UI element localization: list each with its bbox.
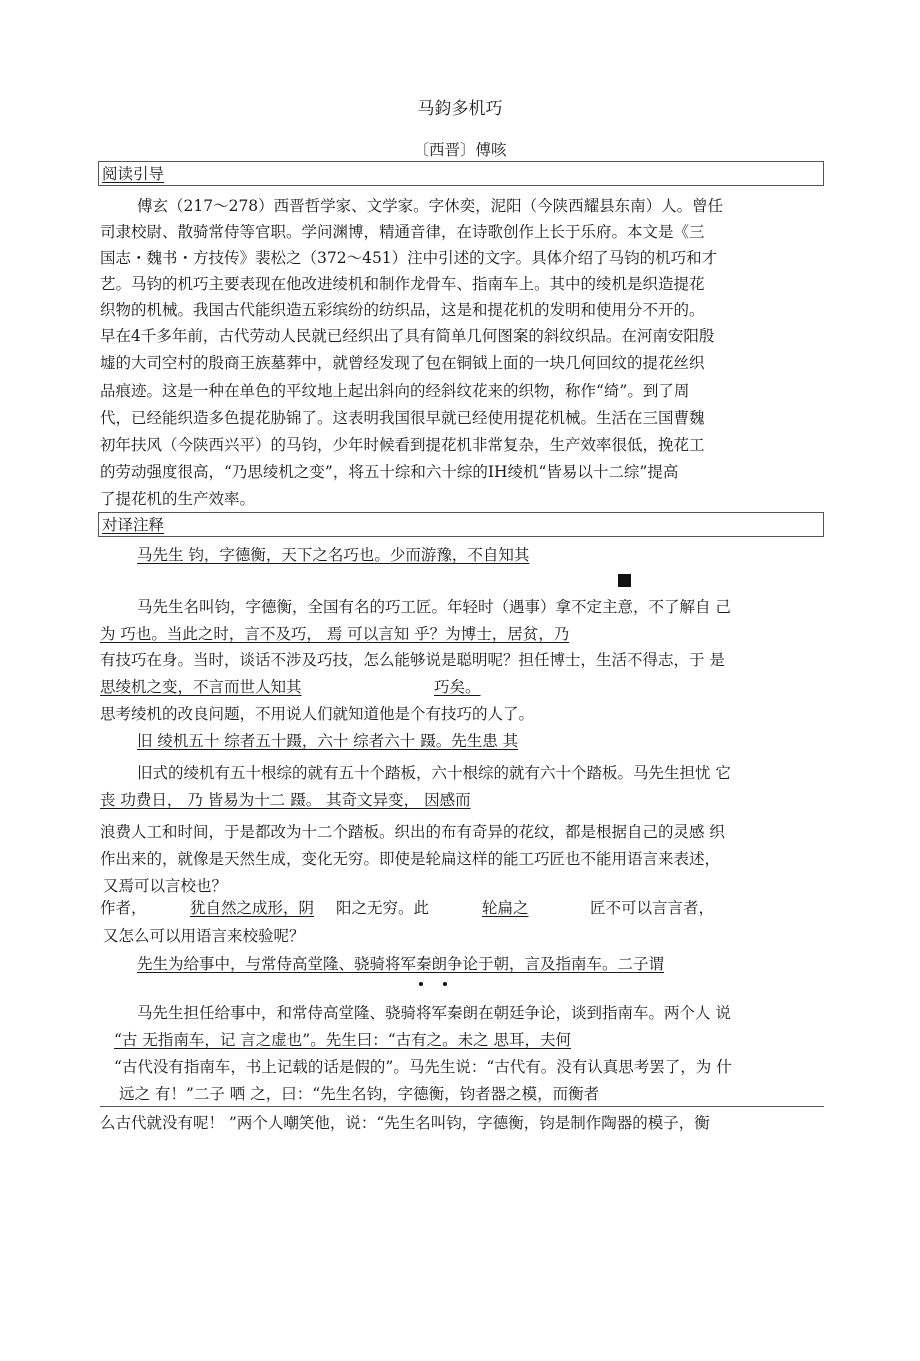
- section-header-reading-guide: [98, 161, 824, 186]
- translation-line: 马先生名叫钧，字德衡，全国有名的巧工匠。年轻时（遇事）拿不定主意，不了解自 己: [137, 598, 731, 616]
- original-text-line: 旧 绫机五十 综者五十蹑，六十 综者六十 蹑。先生患 其: [137, 732, 519, 750]
- original-text-line: 阳之无穷。此: [336, 899, 430, 917]
- original-text-line: 思绫机之变，不言而世人知其: [100, 678, 302, 696]
- translation-line: 作出来的，就像是天然生成，变化无穷。即使是轮扁这样的能工巧匠也不能用语言来表述，: [100, 850, 721, 868]
- original-text-line: 又焉可以言校也？: [103, 877, 228, 895]
- translation-line: 浪费人工和时间，于是都改为十二个踏板。织出的布有奇异的花纹，都是根据自己的灵感 织: [100, 823, 725, 841]
- document-title: 马鈞多机巧: [417, 99, 503, 119]
- intro-line: 初年扶风（今陕西兴平）的马钧，少年时候看到提花机非常复杂，生产效率很低，挽花工: [100, 436, 705, 454]
- emphasis-dot: [419, 982, 423, 986]
- intro-line: 司隶校尉、散骑常侍等官职。学问渊博，精通音律，在诗歌创作上长于乐府。本文是《三: [100, 223, 705, 241]
- section-header-translation-notes: [98, 512, 824, 537]
- original-text-line: 巧矣。: [434, 678, 481, 696]
- intro-line: 傅玄（217～278）西晋哲学家、文学家。字休奕，泥阳（今陕西耀县东南）人。曾任: [137, 197, 724, 215]
- translation-line: 么古代就没有呢！ ”两个人嘲笑他，说：“先生名叫钧，字德衡，钧是制作陶器的模子，衡: [100, 1114, 710, 1132]
- intro-line: 国志・魏书・方技传》裴松之（372～451）注中引述的文字。具体介绍了马钧的机巧和才: [100, 249, 718, 267]
- section-label: 阅读引导: [102, 165, 165, 183]
- intro-line: 早在4千多年前，古代劳动人民就已经织出了具有简单几何图案的斜纹织品。在河南安阳殷: [100, 327, 715, 345]
- translation-line: 马先生担任给事中，和常侍高堂隆、骁骑将军秦朗在朝廷争论，谈到指南车。两个人 说: [137, 1004, 731, 1022]
- original-text-line: 丧 功费日， 乃 皆易为十二 蹑。 其奇文异变， 因感而: [100, 791, 471, 809]
- original-text-line: 匠不可以言言者，: [590, 899, 715, 917]
- intro-line: 品痕迹。这是一种在单色的平纹地上起出斜向的经斜纹花来的织物，称作“绮”。到了周: [100, 382, 690, 400]
- emphasis-dot: [443, 982, 447, 986]
- original-text-line: 先生为给事中，与常侍高堂隆、骁骑将军秦朗争论于朝，言及指南车。二子谓: [137, 955, 665, 973]
- original-text-line: “古 无指南车，记 言之虚也”。先生曰：“古有之。未之 思耳，夫何: [114, 1031, 572, 1049]
- section-label: 对译注释: [102, 516, 165, 534]
- intro-line: 织物的机械。我国古代能织造五彩缤纷的纺织品，这是和提花机的发明和使用分不开的。: [100, 301, 705, 319]
- original-text-line: 远之 有！”二子 哂 之，曰：“先生名钧，字德衡，钧者器之模，而衡者: [119, 1085, 600, 1103]
- translation-line: “古代没有指南车，书上记载的话是假的”。马先生说：“古代有。没有认真思考罢了，为 什: [114, 1058, 732, 1076]
- intro-line: 墟的大司空村的殷商王族墓葬中，就曾经发现了包在铜钺上面的一块几何回纹的提花丝织: [100, 354, 705, 372]
- translation-line: 又怎么可以用语言来校验呢？: [103, 927, 305, 945]
- intro-line: 的劳动强度很高，“乃思绫机之变”，将五十综和六十综的IH绫机“皆易以十二综”提高: [100, 463, 679, 481]
- original-text-line: 马先生 钧，字德衡，天下之名巧也。少而游豫，不自知其: [137, 546, 530, 564]
- intro-line: 代，已经能织造多色提花胁锦了。这表明我国很早就已经使用提花机械。生活在三国曹魏: [100, 409, 705, 427]
- original-text-line: 作者，: [100, 899, 147, 917]
- intro-line: 艺。马钧的机巧主要表现在他改进绫机和制作龙骨车、指南车上。其中的绫机是织造提花: [100, 275, 705, 293]
- translation-line: 思考绫机的改良问题，不用说人们就知道他是个有技巧的人了。: [100, 705, 535, 723]
- author-line: 〔西晋〕傅咳: [413, 141, 507, 159]
- translation-line: 旧式的绫机有五十根综的就有五十个踏板，六十根综的就有六十个踏板。马先生担忧 它: [137, 764, 731, 782]
- square-mark: [618, 574, 631, 587]
- original-text-line: 为 巧也。当此之时，言不及巧， 焉 可以言知 乎？为博士，居贫，乃: [100, 625, 570, 643]
- translation-line: 有技巧在身。当时，谈话不涉及巧技，怎么能够说是聪明呢？担任博士，生活不得志，于 是: [100, 651, 725, 669]
- original-text-line: 犹自然之成形，阴: [190, 899, 315, 917]
- intro-line: 了提花机的生产效率。: [100, 490, 256, 508]
- original-text-line: 轮扁之: [482, 899, 529, 917]
- divider-line: [100, 1106, 824, 1107]
